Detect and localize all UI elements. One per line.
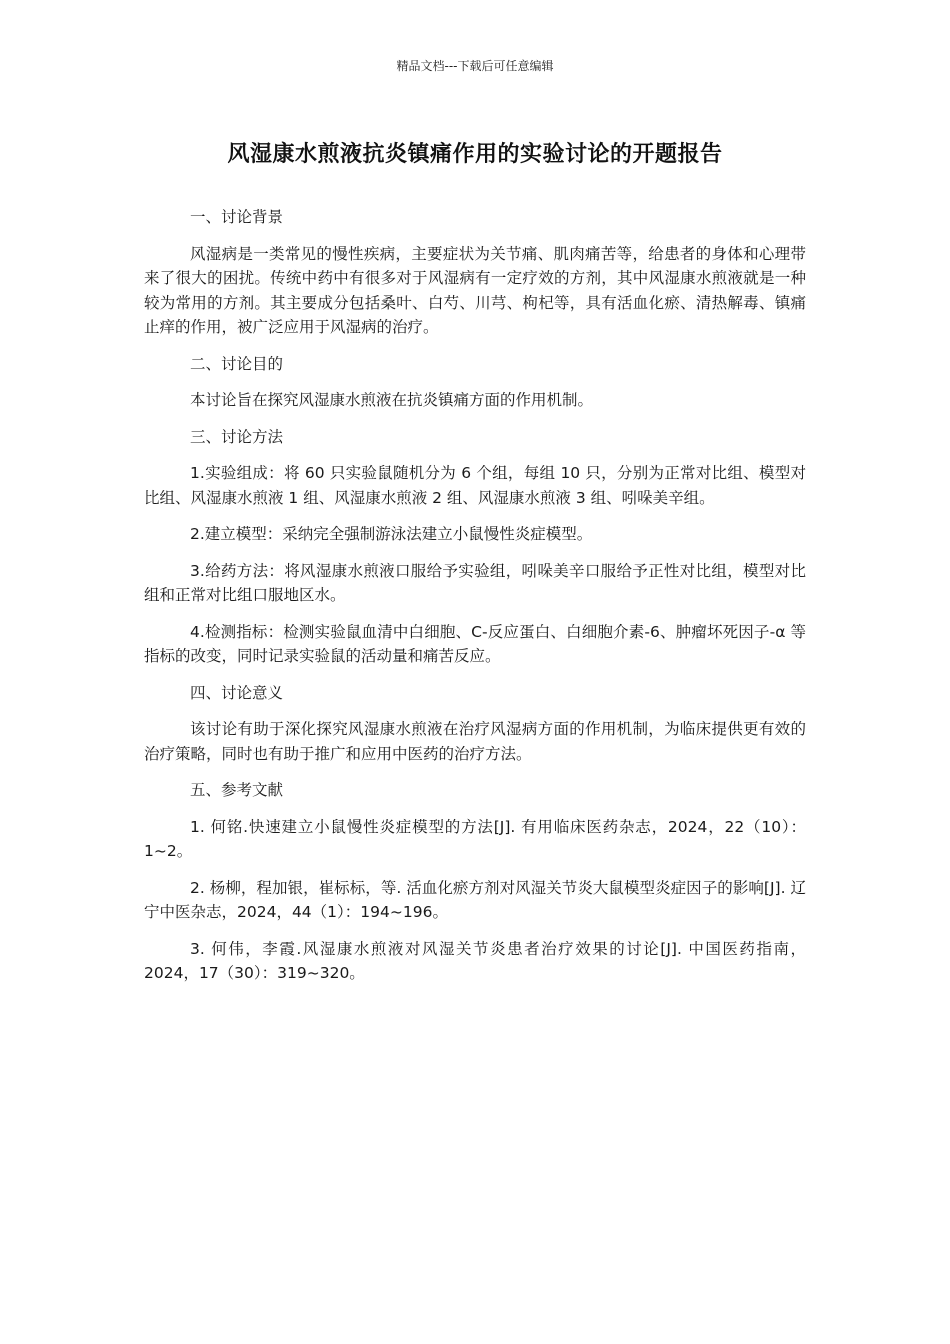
document-body — [144, 205, 806, 998]
reference-item: 3. 何伟，李霞.风湿康水煎液对风湿关节炎患者治疗效果的讨论[J]. 中国医药指南，2024，17（30）：319~320。 — [144, 939, 806, 982]
section-heading-references: 五、参考文献 — [190, 781, 284, 799]
method-item: 1.实验组成：将 60 只实验鼠随机分为 6 个组，每组 10 只，分别为正常对比组、模型对比组、风湿康水煎液 1 组、风湿康水煎液 2 组、风湿康水煎液 3 组、吲哚美辛组。 — [144, 464, 806, 507]
section-heading-significance: 四、讨论意义 — [190, 683, 284, 702]
background-paragraph: 风湿病是一类常见的慢性疾病，主要症状为关节痛、肌肉痛苦等，给患者的身体和心理带来了很大的困扰。传统中药中有很多对于风湿病有一定疗效的方剂，其中风湿康水煎液就是一种较为常用的方剂。其主要成分包括桑叶、白芍、川芎、枸杞等，具有活血化瘀、清热解毒、镇痛止痒的作用，被广泛应用于风湿病的治疗。 — [144, 244, 806, 336]
purpose-paragraph: 本讨论旨在探究风湿康水煎液在抗炎镇痛方面的作用机制。 — [190, 391, 594, 409]
reference-item: 2. 杨柳，程加银，崔标标，等. 活血化瘀方剂对风湿关节炎大鼠模型炎症因子的影响[J]. 辽宁中医杂志，2024，44（1）：194~196。 — [144, 878, 806, 921]
document-title: 风湿康水煎液抗炎镇痛作用的实验讨论的开题报告 — [227, 142, 723, 167]
header-note: 精品文档---下载后可任意编辑 — [396, 59, 554, 73]
method-item: 3.给药方法：将风湿康水煎液口服给予实验组，吲哚美辛口服给予正性对比组，模型对比组和正常对比组口服地区水。 — [144, 561, 806, 604]
section-heading-background: 一、讨论背景 — [190, 208, 284, 226]
method-item: 2.建立模型：采纳完全强制游泳法建立小鼠慢性炎症模型。 — [190, 525, 593, 543]
method-item: 4.检测指标：检测实验鼠血清中白细胞、C-反应蛋白、白细胞介素-6、肿瘤坏死因子-α 等指标的改变，同时记录实验鼠的活动量和痛苦反应。 — [144, 622, 806, 665]
section-heading-purpose: 二、讨论目的 — [190, 354, 284, 373]
significance-paragraph: 该讨论有助于深化探究风湿康水煎液在治疗风湿病方面的作用机制，为临床提供更有效的治疗策略，同时也有助于推广和应用中医药的治疗方法。 — [144, 720, 806, 763]
reference-item: 1. 何铭.快速建立小鼠慢性炎症模型的方法[J]. 有用临床医药杂志，2024，22（10）：1~2。 — [144, 817, 806, 860]
section-heading-method: 三、讨论方法 — [190, 427, 284, 446]
